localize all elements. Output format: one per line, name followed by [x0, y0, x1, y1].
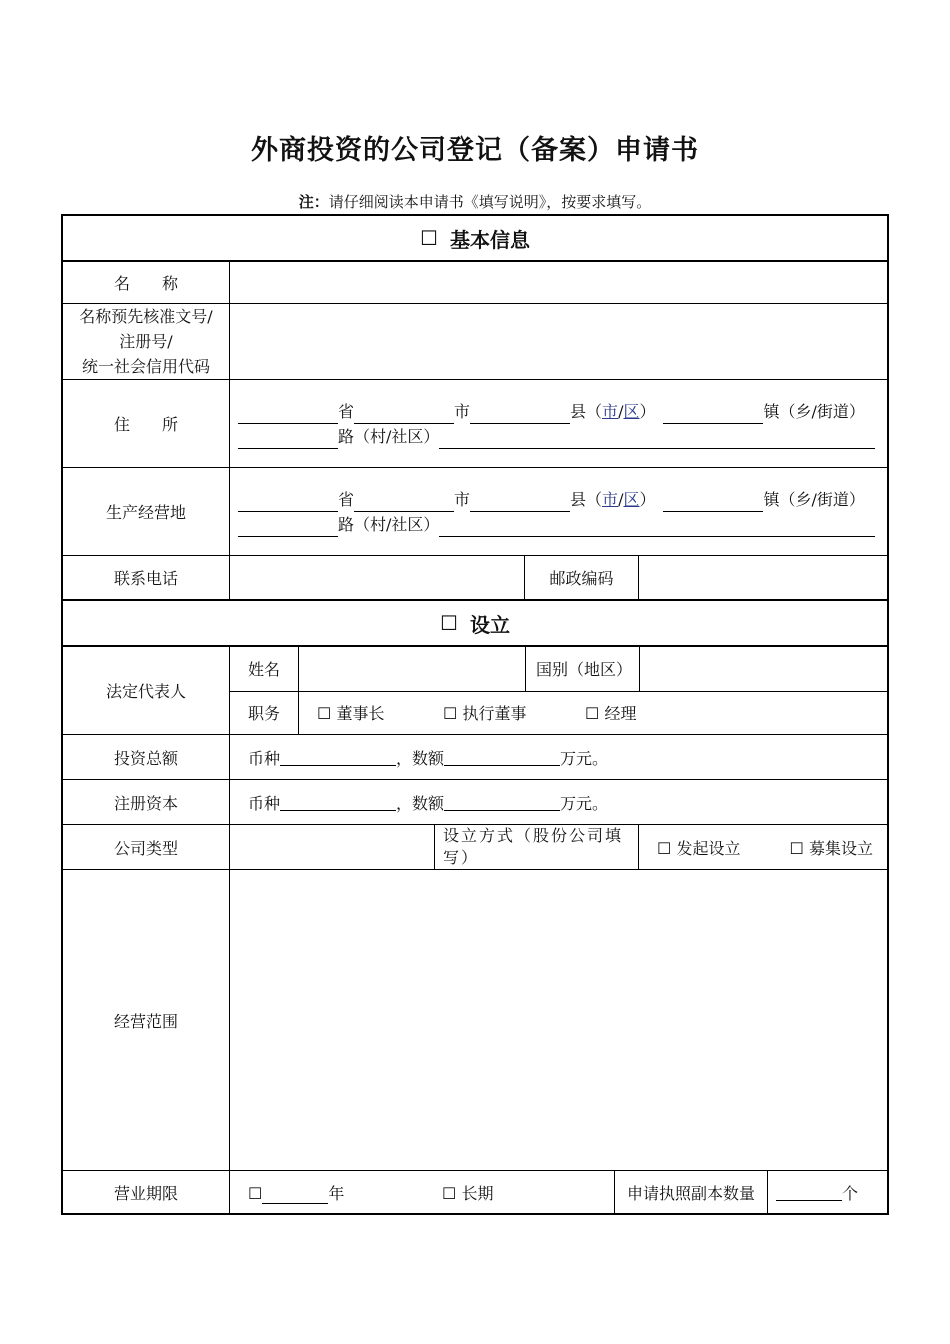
note-label: 注：	[298, 193, 329, 211]
investment-row	[63, 734, 887, 779]
name-label: 名 称	[113, 274, 178, 293]
application-form	[61, 214, 889, 1215]
checkbox-icon[interactable]: ☐	[248, 1183, 263, 1203]
legal-rep-row	[63, 645, 887, 734]
address-line-2: 路（村/社区）	[238, 512, 875, 537]
business-scope-label: 经营范围	[113, 1011, 178, 1031]
reg-label-line-2: 注册号/	[119, 332, 173, 351]
capital-label: 注册资本	[113, 793, 178, 813]
production-address-field[interactable]	[229, 468, 887, 555]
business-term-row	[63, 1170, 887, 1213]
reg-number-label	[63, 304, 229, 379]
rep-country-label: 国别（地区）	[525, 647, 639, 691]
legal-rep-label: 法定代表人	[105, 682, 186, 701]
address-line-2: 路（村/社区）	[238, 424, 875, 449]
checkbox-icon[interactable]: ☐	[657, 838, 672, 858]
page-title: 外商投资的公司登记（备案）申请书	[251, 135, 699, 166]
section-establish-header	[63, 599, 887, 645]
term-option-years[interactable]: ☐ 年	[248, 1183, 345, 1203]
domicile-label: 住 所	[113, 415, 178, 434]
section-basic-title	[63, 216, 887, 260]
section-basic-header	[63, 216, 887, 260]
phone-row	[63, 555, 887, 599]
checkbox-icon[interactable]: ☐	[420, 226, 438, 250]
reg-label-line-3: 统一社会信用代码	[81, 357, 210, 376]
section-establish-label: 设立	[469, 612, 510, 637]
company-type-row	[63, 824, 887, 869]
establish-method-options	[638, 825, 887, 869]
name-field[interactable]	[229, 262, 887, 303]
position-option-executive-director[interactable]: ☐ 执行董事	[443, 704, 527, 724]
rep-name-field[interactable]	[298, 647, 525, 691]
method-option-subscription[interactable]: ☐ 募集设立	[789, 838, 873, 858]
rep-name-label: 姓名	[247, 660, 280, 680]
fill-note	[0, 191, 950, 212]
term-option-long-term[interactable]: ☐ 长期	[442, 1183, 494, 1203]
section-basic-label: 基本信息	[449, 227, 530, 252]
domicile-row	[63, 379, 887, 467]
capital-field[interactable]: 币种 ，数额 万元。	[229, 780, 887, 824]
company-type-field[interactable]	[229, 825, 434, 869]
reg-number-field[interactable]	[229, 304, 887, 379]
checkbox-icon[interactable]: ☐	[789, 838, 804, 858]
checkbox-icon[interactable]: ☐	[440, 611, 458, 635]
license-copies-label: 申请执照副本数量	[614, 1171, 767, 1213]
method-option-promotion[interactable]: ☐ 发起设立	[657, 838, 741, 858]
company-type-label: 公司类型	[113, 838, 178, 858]
establish-method-label: 设立方式（股份公司填写）	[434, 825, 638, 869]
business-scope-field[interactable]	[229, 870, 887, 1170]
phone-field[interactable]	[229, 556, 524, 599]
checkbox-icon[interactable]: ☐	[585, 704, 600, 724]
checkbox-icon[interactable]: ☐	[317, 704, 332, 724]
legal-rep-name-row	[230, 647, 887, 691]
rep-position-label: 职务	[247, 704, 280, 724]
rep-position-options	[298, 692, 887, 735]
legal-rep-position-row	[230, 691, 887, 735]
business-term-options	[229, 1171, 614, 1213]
checkbox-icon[interactable]: ☐	[442, 1183, 457, 1203]
phone-label: 联系电话	[113, 569, 178, 588]
capital-row	[63, 779, 887, 824]
domicile-address-field[interactable]	[229, 380, 887, 467]
section-establish-title	[63, 601, 887, 645]
production-site-label: 生产经营地	[105, 503, 186, 522]
position-option-manager[interactable]: ☐ 经理	[585, 704, 637, 724]
investment-field[interactable]: 币种 ，数额 万元。	[229, 735, 887, 779]
investment-label: 投资总额	[113, 748, 178, 768]
name-row	[63, 260, 887, 303]
note-text: 请仔细阅读本申请书《填写说明》，按要求填写。	[328, 193, 652, 211]
reg-label-line-1: 名称预先核准文号/	[79, 307, 213, 326]
rep-country-field[interactable]	[639, 647, 887, 691]
license-copies-field[interactable]: 个	[767, 1171, 887, 1213]
postcode-field[interactable]	[638, 556, 887, 599]
checkbox-icon[interactable]: ☐	[443, 704, 458, 724]
address-line-1: 省 市 县（市/区） 镇（乡/街道）	[238, 487, 865, 512]
business-scope-row	[63, 869, 887, 1170]
position-option-chairman[interactable]: ☐ 董事长	[317, 704, 385, 724]
production-site-row	[63, 467, 887, 555]
reg-number-row	[63, 303, 887, 379]
postcode-label: 邮政编码	[524, 556, 638, 599]
address-line-1: 省 市 县（市/区） 镇（乡/街道）	[238, 399, 865, 424]
business-term-label: 营业期限	[113, 1183, 178, 1203]
